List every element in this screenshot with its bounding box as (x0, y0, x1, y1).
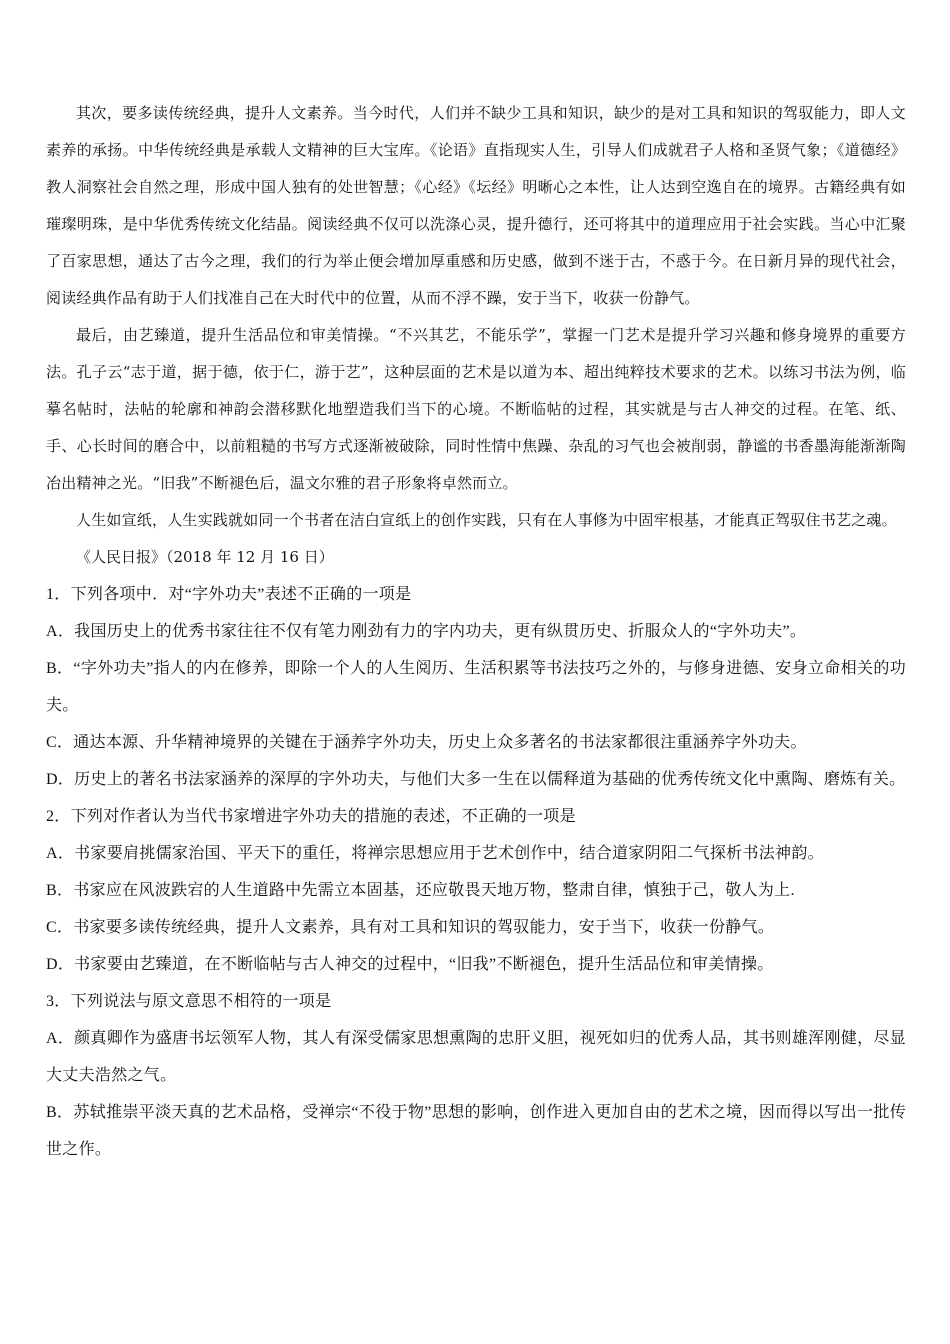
question-2-stem: 2．下列对作者认为当代书家增进字外功夫的措施的表述，不正确的一项是 (46, 808, 576, 825)
question-2-option-d: D．书家要由艺臻道，在不断临帖与古人神交的过程中，“旧我”不断褪色，提升生活品位和审美情操。 (46, 956, 774, 973)
question-3 (46, 983, 906, 1168)
question-2-option-c: C．书家要多读传统经典，提升人文素养，具有对工具和知识的驾驭能力，安于当下，收获一份静气。 (46, 919, 775, 936)
question-2-option-b: B．书家应在风波跌宕的人生道路中先需立本固基，还应敬畏天地万物，整肃自律，慎独于己，敬人为上. (46, 882, 795, 899)
question-3-stem: 3．下列说法与原文意思不相符的一项是 (46, 993, 332, 1010)
question-2 (46, 798, 906, 983)
question-1 (46, 576, 906, 798)
question-1-option-a: A．我国历史上的优秀书家往往不仅有笔力刚劲有力的字内功夫，更有纵贯历史、折服众人的“字外功夫”。 (46, 623, 807, 640)
article-paragraph-3: 人生如宣纸，人生实践就如同一个书者在洁白宣纸上的创作实践，只有在人事修为中固牢根基，才能真正驾驭住书艺之魂。 (76, 511, 897, 529)
document-page (46, 95, 906, 1168)
question-1-option-b: B．“字外功夫”指人的内在修养，即除一个人的人生阅历、生活积累等书法技巧之外的，与修身进德、安身立命相关的功夫。 (46, 660, 906, 714)
article-source: 《人民日报》（2018 年 12 月 16 日） (76, 548, 334, 566)
question-2-option-a: A．书家要肩挑儒家治国、平天下的重任，将禅宗思想应用于艺术创作中，结合道家阴阳二气探析书法神韵。 (46, 845, 824, 862)
question-1-option-c: C．通达本源、升华精神境界的关键在于涵养字外功夫，历史上众多著名的书法家都很注重涵养字外功夫。 (46, 734, 807, 751)
question-1-stem: 1．下列各项中．对“字外功夫”表述不正确的一项是 (46, 586, 412, 603)
question-3-option-a: A．颜真卿作为盛唐书坛领军人物，其人有深受儒家思想熏陶的忠肝义胆，视死如归的优秀人品，其书则雄浑刚健，尽显大丈夫浩然之气。 (46, 1030, 906, 1084)
article-paragraph-1: 其次，要多读传统经典，提升人文素养。当今时代，人们并不缺少工具和知识，缺少的是对工具和知识的驾驭能力，即人文素养的承扬。中华传统经典是承载人文精神的巨大宝库。《论语》直指现实人生，引导人们成就君子人格和圣贤气象；《道德经》教人洞察社会自然之理，形成中国人独有的处世智慧；《心经》《坛经》明晰心之本性，让人达到空逸自在的境界。古籍经典有如璀璨明珠，是中华优秀传统文化结晶。阅读经典不仅可以洗涤心灵，提升德行，还可将其中的道理应用于社会实践。当心中汇聚了百家思想，通达了古今之理，我们的行为举止便会增加厚重感和历史感，做到不迷于古，不惑于今。在日新月异的现代社会，阅读经典作品有助于人们找准自己在大时代中的位置，从而不浮不躁，安于当下，收获一份静气。 (46, 104, 906, 307)
question-1-option-d: D．历史上的著名书法家涵养的深厚的字外功夫，与他们大多一生在以儒释道为基础的优秀传统文化中熏陶、磨炼有关。 (46, 771, 906, 788)
article-paragraph-2: 最后，由艺臻道，提升生活品位和审美情操。“不兴其艺，不能乐学”，掌握一门艺术是提升学习兴趣和修身境界的重要方法。孔子云“志于道，据于德，依于仁，游于艺”，这种层面的艺术是以道为本、超出纯粹技术要求的艺术。以练习书法为例，临摹名帖时，法帖的轮廓和神韵会潜移默化地塑造我们当下的心境。不断临帖的过程，其实就是与古人神交的过程。在笔、纸、手、心长时间的磨合中，以前粗糙的书写方式逐渐被破除，同时性情中焦躁、杂乱的习气也会被削弱，静谧的书香墨海能渐渐陶冶出精神之光。“旧我”不断褪色后，温文尔雅的君子形象将卓然而立。 (46, 326, 906, 492)
question-3-option-b: B．苏轼推崇平淡天真的艺术品格，受禅宗“不役于物”思想的影响，创作进入更加自由的艺术之境，因而得以写出一批传世之作。 (46, 1104, 906, 1158)
